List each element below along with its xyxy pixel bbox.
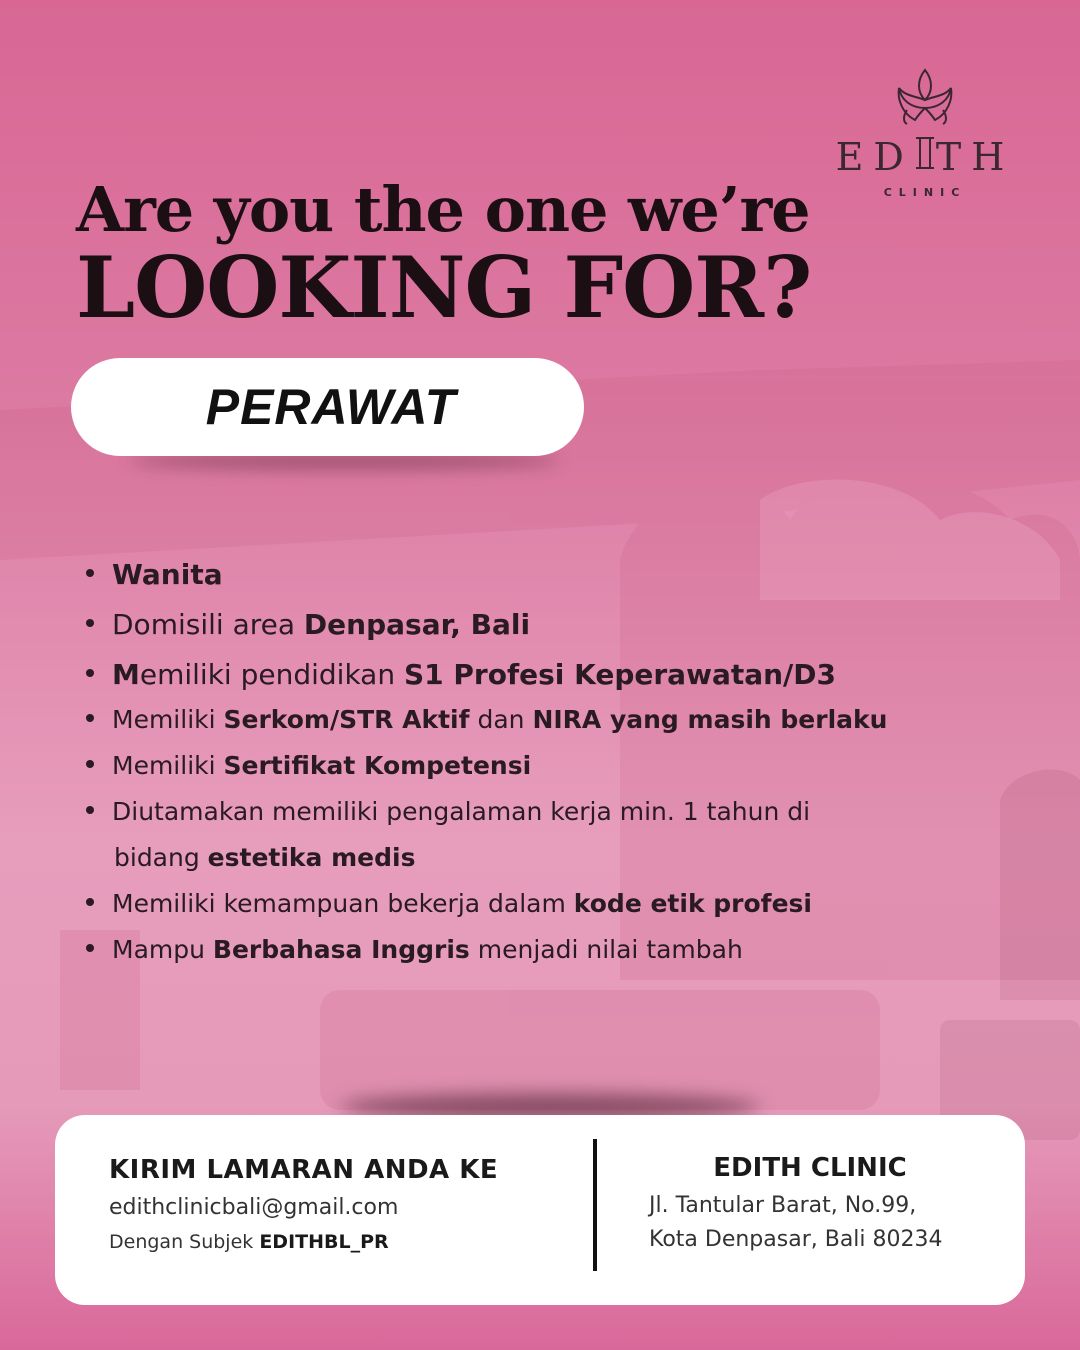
apply-subject	[109, 1231, 389, 1253]
requirement-emphasis: Serkom/STR Aktif	[223, 705, 470, 734]
requirement-emphasis: Sertifikat Kompetensi	[223, 751, 532, 780]
clinic-logo	[820, 66, 1030, 199]
requirement-item	[86, 558, 223, 592]
requirement-item	[86, 751, 531, 781]
logo-word-right: TH	[935, 135, 1015, 179]
lotus-icon	[893, 66, 957, 126]
requirement-emphasis: Berbahasa Inggris	[212, 935, 470, 964]
card-divider	[593, 1139, 597, 1271]
requirement-emphasis: Denpasar, Bali	[303, 608, 531, 641]
bullet-icon	[86, 619, 94, 627]
bullet-icon	[86, 760, 94, 768]
requirement-item	[86, 889, 812, 919]
requirement-item	[86, 658, 836, 692]
bullet-icon	[86, 898, 94, 906]
requirement-continuation	[114, 843, 415, 872]
requirement-emphasis: kode etik profesi	[573, 889, 812, 918]
requirement-item	[86, 608, 530, 642]
logo-subtitle: CLINIC	[883, 186, 967, 199]
subject-code: EDITHBL_PR	[259, 1231, 389, 1253]
headline-line-2: LOOKING FOR?	[76, 238, 812, 337]
bullet-icon	[86, 669, 94, 677]
requirement-text: Domisili area	[112, 608, 304, 641]
bullet-icon	[86, 806, 94, 814]
clinic-name: EDITH CLINIC	[713, 1153, 907, 1183]
requirement-item	[86, 935, 743, 965]
logo-pillar-icon	[914, 136, 936, 170]
requirement-emphasis: Wanita	[112, 558, 223, 591]
contact-card	[55, 1115, 1025, 1305]
requirement-text: Memiliki kemampuan bekerja dalam	[112, 889, 574, 918]
bullet-icon	[86, 944, 94, 952]
requirement-emphasis: M	[112, 658, 140, 691]
logo-wordmark	[820, 135, 1030, 179]
requirement-item	[86, 797, 810, 827]
logo-word-left: ED	[835, 135, 914, 179]
requirement-text: Memiliki	[112, 751, 224, 780]
clinic-address-line-2: Kota Denpasar, Bali 80234	[649, 1227, 943, 1252]
apply-email: edithclinicbali@gmail.com	[109, 1195, 399, 1220]
requirement-text: dan	[469, 705, 533, 734]
position-pill	[71, 358, 584, 456]
requirement-emphasis: S1 Profesi Keperawatan/D3	[404, 658, 837, 691]
bullet-icon	[86, 569, 94, 577]
apply-heading: KIRIM LAMARAN ANDA KE	[109, 1155, 499, 1185]
subject-prefix: Dengan Subjek	[109, 1231, 260, 1253]
requirement-text: emiliki pendidikan	[139, 658, 404, 691]
position-title: PERAWAT	[205, 379, 457, 435]
bullet-icon	[86, 714, 94, 722]
requirement-text: Mampu	[112, 935, 213, 964]
headline-line-1: Are you the one we’re	[76, 173, 810, 246]
requirement-text: bidang	[114, 843, 208, 872]
requirement-item	[86, 705, 887, 735]
requirement-emphasis: estetika medis	[207, 843, 416, 872]
requirement-text: Diutamakan memiliki pengalaman kerja min. 1 tahun di	[112, 797, 811, 826]
clinic-address-line-1: Jl. Tantular Barat, No.99,	[649, 1193, 917, 1218]
requirement-text: menjadi nilai tambah	[469, 935, 743, 964]
requirement-emphasis: NIRA yang masih berlaku	[532, 705, 888, 734]
requirement-text: Memiliki	[112, 705, 224, 734]
